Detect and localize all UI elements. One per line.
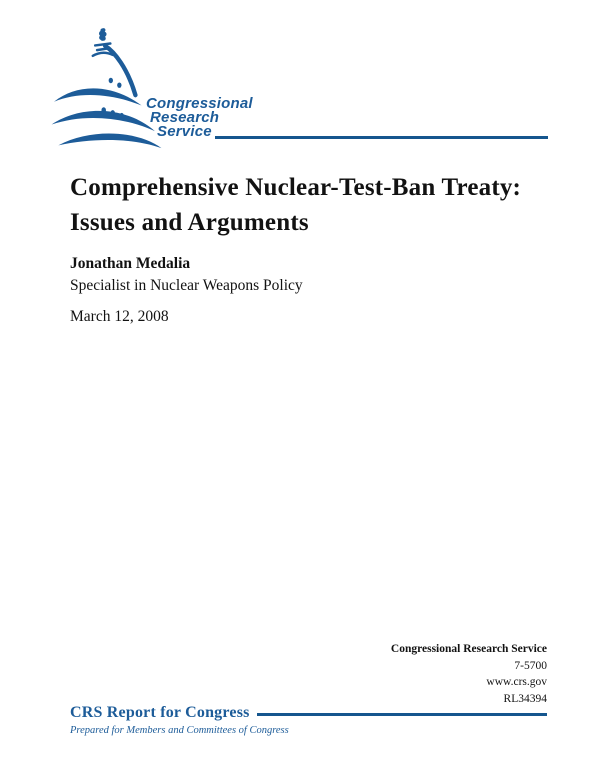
- author-name: Jonathan Medalia: [70, 255, 191, 272]
- logo-word-research: Research: [150, 109, 220, 126]
- author-role: Specialist in Nuclear Weapons Policy: [70, 277, 303, 294]
- header-rule: [215, 136, 548, 139]
- report-date: March 12, 2008: [70, 308, 169, 325]
- report-number: RL34394: [503, 692, 547, 705]
- contact-org: Congressional Research Service: [390, 643, 547, 655]
- report-title-line2: Issues and Arguments: [70, 209, 309, 236]
- contact-website: www.crs.gov: [486, 676, 547, 688]
- author-block: [70, 253, 303, 297]
- report-title-line1: Comprehensive Nuclear-Test-Ban Treaty:: [70, 174, 522, 201]
- logo-word-service: Service: [157, 123, 212, 140]
- footer-tagline: Prepared for Members and Committees of Congress: [70, 725, 289, 736]
- footer-brand-row: [70, 704, 547, 722]
- logo-word-congressional: Congressional: [146, 95, 253, 112]
- contact-block: [391, 641, 547, 707]
- report-title: [70, 170, 521, 240]
- crs-logo-wordmark: [146, 97, 253, 139]
- contact-phone: 7-5700: [514, 659, 547, 672]
- footer-rule: [257, 713, 547, 716]
- footer-brand: CRS Report for Congress: [70, 704, 250, 721]
